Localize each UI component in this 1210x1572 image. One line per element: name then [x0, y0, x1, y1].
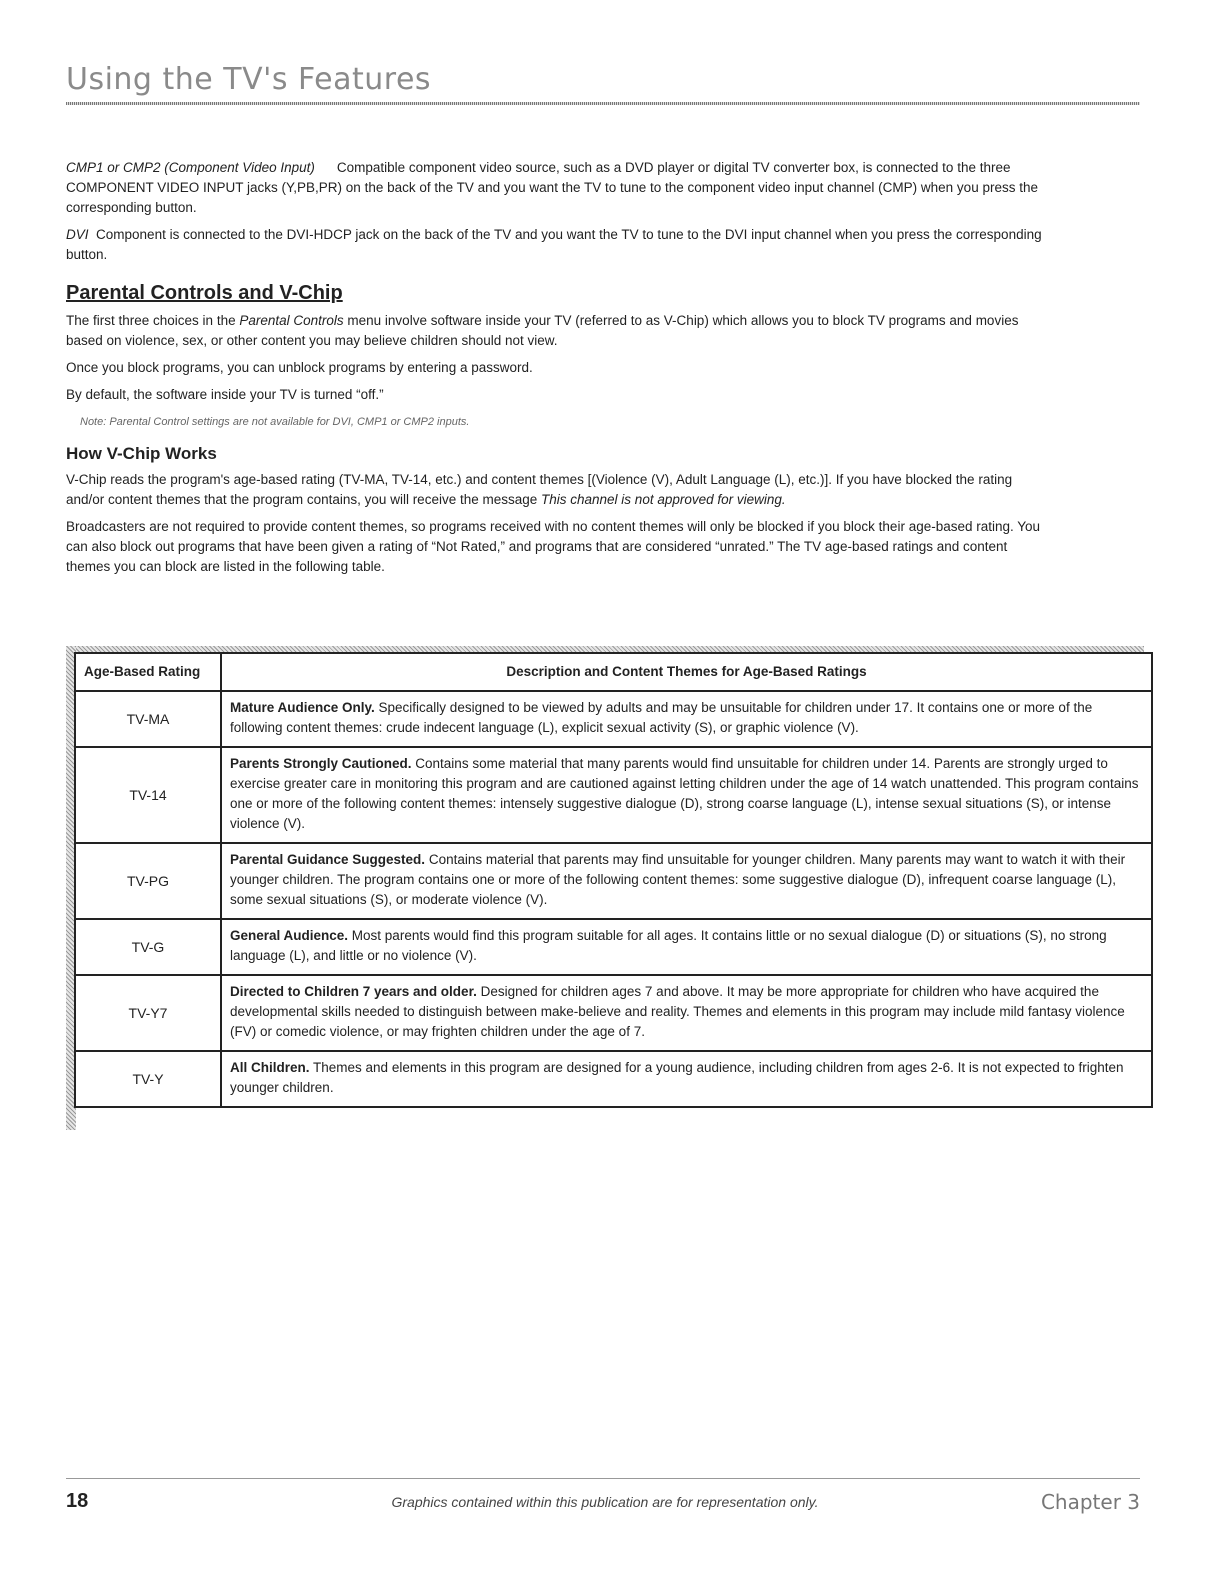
- description-cell: [221, 691, 1152, 747]
- header-age-based-rating: Age-Based Rating: [75, 653, 221, 691]
- table-row: [75, 919, 1152, 975]
- parental-controls-heading: Parental Controls and V-Chip: [66, 282, 343, 304]
- input-cmp-paragraph: [66, 158, 1046, 218]
- rating-cell: TV-14: [75, 747, 221, 843]
- table-header-row: [75, 653, 1152, 691]
- parental-paragraph-3: By default, the software inside your TV is turned “off.”: [66, 387, 384, 402]
- table-row: [75, 843, 1152, 919]
- description-text: Specifically designed to be viewed by adults and may be unsuitable for children under 17. It contains one or more of the following content themes: crude indecent language (L), explicit sexual activity (S), or graphic violence (V).: [230, 700, 1093, 735]
- input-cmp-text: Compatible component video source, such as a DVD player or digital TV converter box, is connected to the three COMPONENT VIDEO INPUT jacks (Y,PB,PR) on the back of the TV and you want the TV to tune to the component video input channel (CMP) when you press the corresponding button.: [66, 160, 1038, 215]
- input-dvi-term: DVI: [66, 227, 89, 242]
- header-description: Description and Content Themes for Age-Based Ratings: [221, 653, 1152, 691]
- description-lead: Parents Strongly Cautioned.: [230, 756, 412, 771]
- description-cell: [221, 975, 1152, 1051]
- description-text: Most parents would find this program suitable for all ages. It contains little or no sexual dialogue (D) or situations (S), no strong language (L), and little or no violence (V).: [230, 928, 1107, 963]
- footer-disclaimer: Graphics contained within this publication are for representation only.: [391, 1494, 819, 1510]
- table-row: [75, 1051, 1152, 1107]
- rating-cell: TV-G: [75, 919, 221, 975]
- parental-p1-before: The first three choices in the: [66, 313, 240, 328]
- description-text: Designed for children ages 7 and above. It may be more appropriate for children who have acquired the developmental skills needed to distinguish between make-believe and reality. Themes and elements in this program may include mild fantasy violence (FV) or comedic violence, or may frighten children under the age of 7.: [230, 984, 1125, 1039]
- rating-cell: TV-Y7: [75, 975, 221, 1051]
- rating-cell: TV-MA: [75, 691, 221, 747]
- description-lead: Directed to Children 7 years and older.: [230, 984, 477, 999]
- vchip-paragraph-2: Broadcasters are not required to provide content themes, so programs received with no content themes will only be blocked if you block their age-based rating. You can also block out programs that have been given a rating of “Not Rated,” and programs that are considered “unrated.” The TV age-based ratings and content themes you can block are listed in the following table.: [66, 519, 1041, 574]
- description-text: Themes and elements in this program are designed for a young audience, including children from ages 2-6. It is not expected to frighten younger children.: [230, 1060, 1124, 1095]
- description-lead: All Children.: [230, 1060, 310, 1075]
- input-cmp-term: CMP1 or CMP2 (Component Video Input): [66, 160, 315, 175]
- description-text: Contains material that parents may find unsuitable for younger children. Many parents may want to watch it with their younger children. The program contains one or more of the following content themes: some suggestive dialogue (D), infrequent coarse language (L), some sexual situations (S), or moderate violence (V).: [230, 852, 1126, 907]
- parental-paragraph-2: Once you block programs, you can unblock programs by entering a password.: [66, 360, 533, 375]
- vchip-heading: How V-Chip Works: [66, 444, 217, 463]
- ratings-table-wrapper: [66, 646, 1154, 1146]
- description-lead: Mature Audience Only.: [230, 700, 375, 715]
- description-lead: General Audience.: [230, 928, 349, 943]
- rating-cell: TV-Y: [75, 1051, 221, 1107]
- main-content: [66, 158, 1046, 584]
- vchip-p1-italic: This channel is not approved for viewing.: [541, 492, 786, 507]
- description-lead: Parental Guidance Suggested.: [230, 852, 426, 867]
- input-dvi-paragraph: [66, 225, 1046, 265]
- description-cell: [221, 1051, 1152, 1107]
- description-cell: [221, 919, 1152, 975]
- parental-note: Note: Parental Control settings are not available for DVI, CMP1 or CMP2 inputs.: [80, 416, 470, 428]
- description-cell: [221, 843, 1152, 919]
- parental-p1-after: menu involve software inside your TV (referred to as V-Chip) which allows you to block TV programs and movies based on violence, sex, or other content you may believe children should not view.: [66, 313, 1019, 348]
- chapter-label: Chapter 3: [1040, 1490, 1140, 1514]
- footer-rule: [66, 1478, 1140, 1479]
- vchip-paragraph-1: [66, 470, 1046, 510]
- title-rule: [66, 102, 1140, 105]
- table-row: [75, 975, 1152, 1051]
- parental-p1-italic: Parental Controls: [239, 313, 344, 328]
- table-row: [75, 691, 1152, 747]
- page-title: Using the TV's Features: [66, 62, 432, 97]
- ratings-table: [74, 652, 1153, 1108]
- vchip-p1-before: V-Chip reads the program's age-based rating (TV-MA, TV-14, etc.) and content themes [(Violence (V), Adult Language (L), etc.)]. If you have blocked the rating and/or content themes that the program contains, you will receive the message: [66, 472, 1013, 507]
- table-row: [75, 747, 1152, 843]
- parental-paragraph-1: [66, 311, 1046, 351]
- description-cell: [221, 747, 1152, 843]
- description-text: Contains some material that many parents would find unsuitable for children under 14. Parents are strongly urged to exercise greater care in monitoring this program and are cautioned against letting children under the age of 14 watch unattended. This program contains one or more of the following content themes: intensely suggestive dialogue (D), strong coarse language (L), intense sexual situations (S), or intense violence (V).: [230, 756, 1139, 831]
- input-dvi-text: Component is connected to the DVI-HDCP jack on the back of the TV and you want the TV to tune to the DVI input channel when you press the corresponding button.: [66, 227, 1042, 262]
- rating-cell: TV-PG: [75, 843, 221, 919]
- page-number: 18: [66, 1490, 89, 1512]
